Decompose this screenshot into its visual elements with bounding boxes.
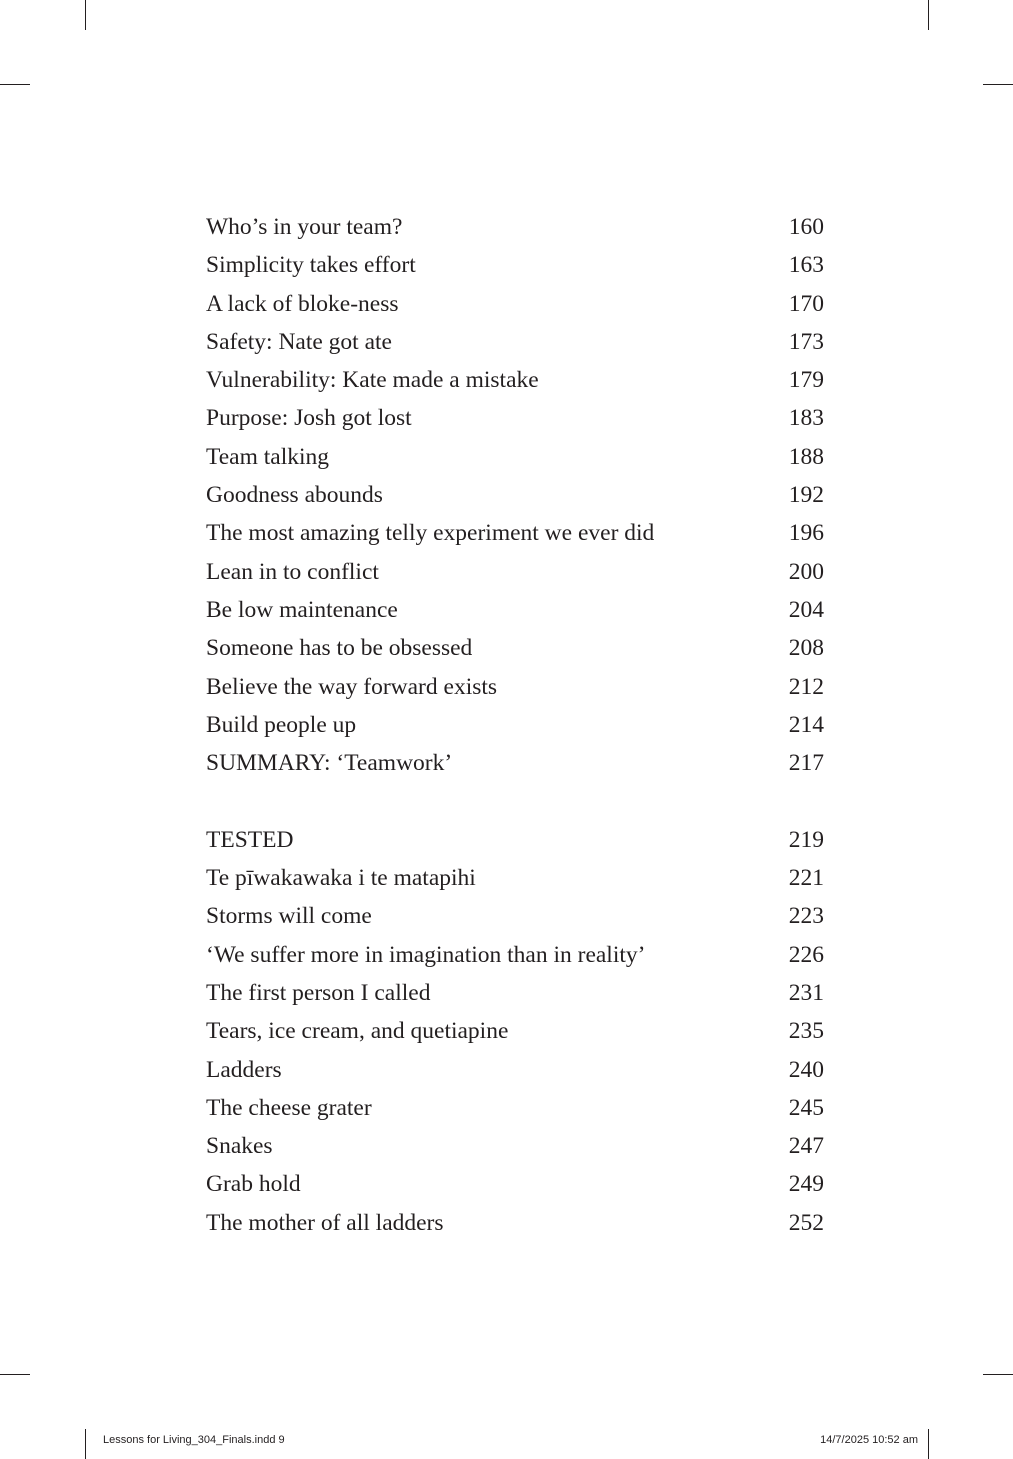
toc-entry-page: 214 [788, 711, 824, 738]
toc-entry-title: Grab hold [206, 1171, 301, 1198]
toc-entry-title: ‘We suffer more in imagination than in reality’ [206, 941, 646, 968]
toc-entry[interactable] [206, 1051, 824, 1089]
slug-file-info: Lessons for Living_304_Finals.indd 9 [103, 1434, 285, 1446]
toc-entry-page: 188 [788, 443, 824, 470]
toc-entry-page: 226 [788, 941, 824, 968]
toc-entry[interactable] [206, 629, 824, 667]
toc-entry-page: 173 [788, 328, 824, 355]
toc-entry-page: 231 [788, 979, 824, 1006]
crop-mark-top-right [928, 0, 929, 30]
toc-entry[interactable] [206, 361, 824, 399]
toc-entry[interactable] [206, 936, 824, 974]
toc-entry[interactable] [206, 246, 824, 284]
toc-entry-page: 249 [788, 1171, 824, 1198]
toc-section-heading[interactable] [206, 821, 824, 859]
toc-entry-title: Safety: Nate got ate [206, 328, 392, 355]
crop-mark-top-left [85, 0, 86, 30]
toc-entry[interactable] [206, 438, 824, 476]
toc-entry[interactable] [206, 1127, 824, 1165]
toc-entry-title: SUMMARY: ‘Teamwork’ [206, 750, 453, 777]
toc-entry-page: 200 [788, 558, 824, 585]
toc-entry-page: 252 [788, 1209, 824, 1236]
toc-entry-title: Team talking [206, 443, 329, 470]
section-spacer [206, 782, 824, 820]
toc-section-teamwork [206, 208, 824, 782]
toc-entry[interactable] [206, 1012, 824, 1050]
toc-entry-page: 217 [788, 750, 824, 777]
toc-entry[interactable] [206, 399, 824, 437]
toc-entry[interactable] [206, 859, 824, 897]
toc-entry[interactable] [206, 514, 824, 552]
toc-entry-page: 179 [788, 367, 824, 394]
toc-entry[interactable] [206, 553, 824, 591]
toc-entry[interactable] [206, 208, 824, 246]
toc-entry-title: Purpose: Josh got lost [206, 405, 412, 432]
toc-entry-title: Te pīwakawaka i te matapihi [206, 865, 476, 892]
toc-entry-page: 208 [788, 635, 824, 662]
toc-entry-page: 160 [788, 214, 824, 240]
crop-mark-right-bottom [983, 1374, 1013, 1375]
crop-mark-left-bottom [0, 1374, 30, 1375]
crop-mark-bottom-left [85, 1429, 86, 1459]
toc-entry-title: Snakes [206, 1133, 273, 1160]
toc-entry-title: Storms will come [206, 903, 372, 930]
toc-entry-title: Vulnerability: Kate made a mistake [206, 367, 539, 394]
toc-entry-page: 163 [788, 252, 824, 279]
crop-mark-bottom-right [928, 1429, 929, 1459]
toc-entry-title: TESTED [206, 826, 294, 853]
toc-entry-title: The cheese grater [206, 1094, 372, 1121]
toc-entry-page: 204 [788, 596, 824, 623]
toc-entry-page: 196 [788, 520, 824, 547]
toc-entry-title: Ladders [206, 1056, 282, 1083]
toc-entry-page: 192 [788, 482, 824, 509]
toc-entry-title: The most amazing telly experiment we ever did [206, 520, 655, 547]
toc-entry[interactable] [206, 1089, 824, 1127]
slug-datetime: 14/7/2025 10:52 am [820, 1434, 918, 1446]
toc-entry-page: 212 [788, 673, 824, 700]
table-of-contents [206, 208, 824, 1242]
toc-entry-title: A lack of bloke-ness [206, 290, 399, 317]
toc-entry-page: 183 [788, 405, 824, 432]
crop-mark-left-top [0, 84, 30, 85]
toc-entry-page: 245 [788, 1094, 824, 1121]
toc-entry-page: 223 [788, 903, 824, 930]
toc-entry-title: Who’s in your team? [206, 214, 403, 240]
toc-entry-title: Lean in to conflict [206, 558, 379, 585]
toc-entry[interactable] [206, 1204, 824, 1242]
toc-entry-title: Be low maintenance [206, 596, 398, 623]
toc-entry[interactable] [206, 591, 824, 629]
toc-entry-page: 240 [788, 1056, 824, 1083]
toc-entry-title: The mother of all ladders [206, 1209, 444, 1236]
toc-entry[interactable] [206, 323, 824, 361]
toc-entry-title: Simplicity takes effort [206, 252, 416, 279]
toc-section-tested [206, 821, 824, 1242]
toc-entry[interactable] [206, 897, 824, 935]
toc-entry-summary[interactable] [206, 744, 824, 782]
toc-entry-page: 219 [788, 826, 824, 853]
toc-entry[interactable] [206, 706, 824, 744]
toc-entry-title: Tears, ice cream, and quetiapine [206, 1018, 509, 1045]
toc-entry-page: 247 [788, 1133, 824, 1160]
toc-entry[interactable] [206, 974, 824, 1012]
toc-entry-title: The first person I called [206, 979, 431, 1006]
toc-entry-title: Goodness abounds [206, 482, 383, 509]
toc-entry-page: 235 [788, 1018, 824, 1045]
toc-entry-page: 170 [788, 290, 824, 317]
toc-entry[interactable] [206, 1165, 824, 1203]
toc-entry[interactable] [206, 285, 824, 323]
crop-mark-right-top [983, 84, 1013, 85]
toc-entry-title: Believe the way forward exists [206, 673, 498, 700]
toc-entry[interactable] [206, 476, 824, 514]
toc-entry[interactable] [206, 668, 824, 706]
toc-entry-title: Someone has to be obsessed [206, 635, 473, 662]
toc-entry-title: Build people up [206, 711, 357, 738]
toc-entry-page: 221 [788, 865, 824, 892]
